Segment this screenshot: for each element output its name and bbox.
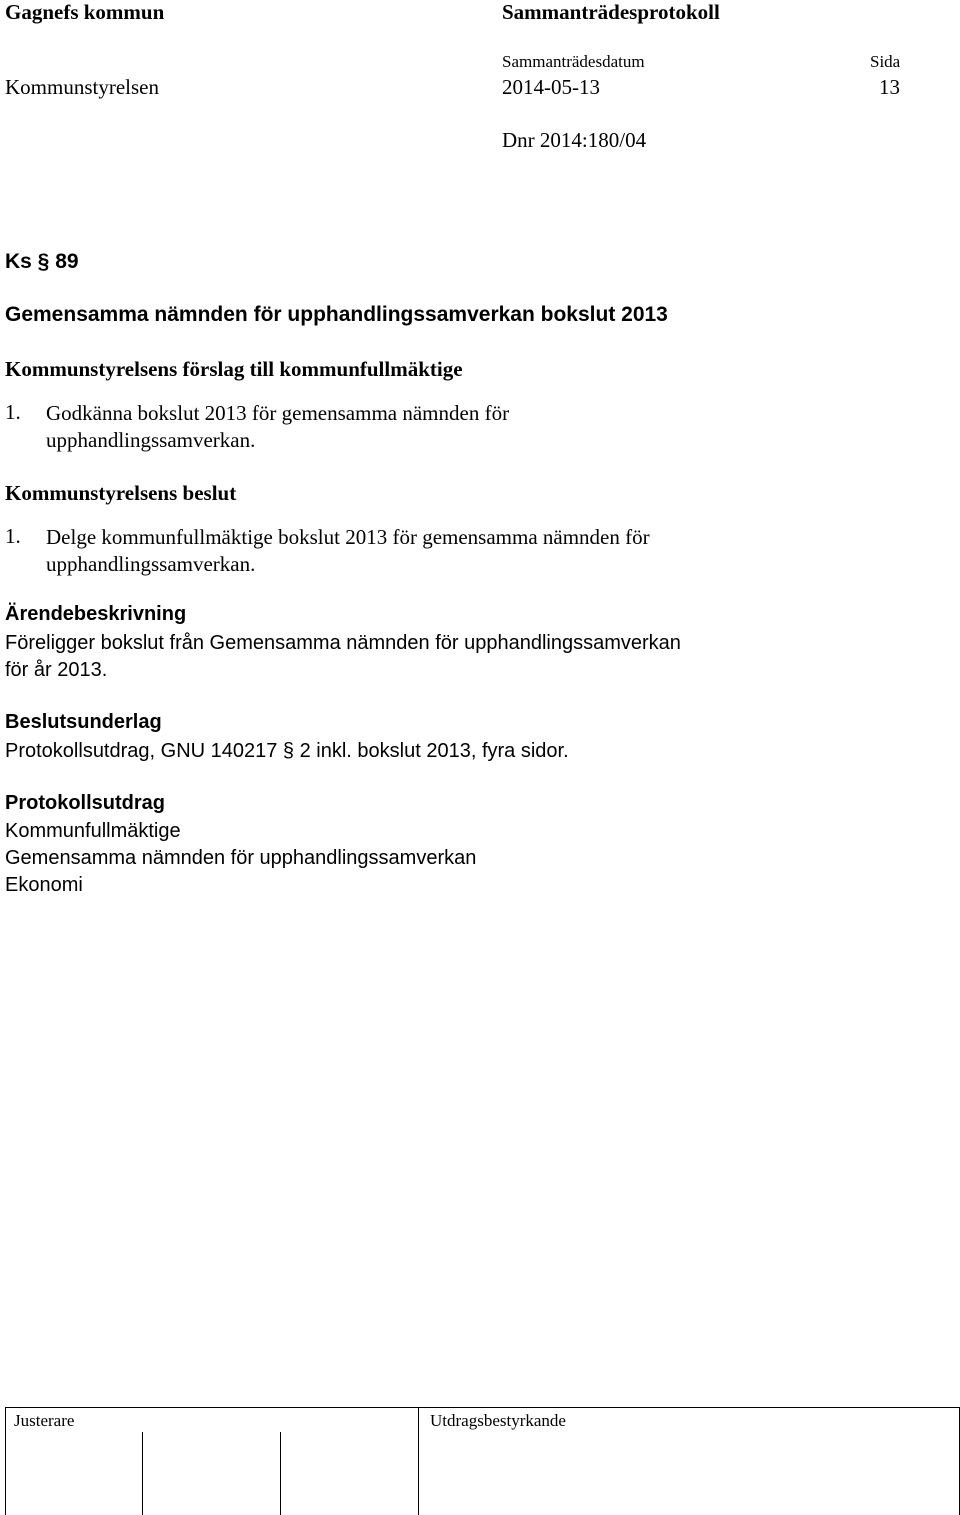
proposal-item-line: upphandlingssamverkan. [46, 428, 256, 452]
registration-number: Dnr 2014:180/04 [502, 128, 647, 152]
decision-item-line: upphandlingssamverkan. [46, 552, 256, 576]
description-text [5, 630, 681, 684]
signature-table-divider [418, 1407, 419, 1515]
decision-heading: Kommunstyrelsens beslut [5, 481, 237, 505]
item-title: Gemensamma nämnden för upphandlingssamverkan bokslut 2013 [5, 303, 668, 326]
decision-item [46, 524, 650, 578]
proposal-item [46, 400, 509, 454]
description-heading: Ärendebeskrivning [5, 603, 187, 625]
signature-table-left-border [5, 1407, 6, 1515]
basis-text: Protokollsutdrag, GNU 140217 § 2 inkl. bokslut 2013, fyra sidor. [5, 740, 569, 762]
proposal-item-number: 1. [5, 400, 21, 424]
extract-recipient: Ekonomi [5, 874, 83, 896]
signature-box-divider [142, 1432, 143, 1515]
signature-table-border [5, 1407, 960, 1408]
document-type: Sammanträdesprotokoll [502, 0, 720, 24]
page-number: 13 [879, 75, 900, 99]
extract-recipient: Kommunfullmäktige [5, 820, 181, 842]
page-label: Sida [870, 52, 901, 71]
meeting-date-label: Sammanträdesdatum [502, 52, 645, 71]
basis-heading: Beslutsunderlag [5, 711, 162, 733]
organization-name: Gagnefs kommun [5, 0, 165, 24]
adjuster-label: Justerare [14, 1411, 75, 1430]
signature-box-divider [280, 1432, 281, 1515]
extract-heading: Protokollsutdrag [5, 792, 166, 814]
extract-recipient: Gemensamma nämnden för upphandlingssamverkan [5, 847, 477, 869]
description-line: Föreligger bokslut från Gemensamma nämnden för upphandlingssamverkan [5, 632, 681, 654]
extract-recipient-list [5, 818, 476, 899]
certification-label: Utdragsbestyrkande [430, 1411, 566, 1430]
meeting-date: 2014-05-13 [502, 75, 600, 99]
paragraph-number: Ks § 89 [5, 250, 79, 273]
proposal-heading: Kommunstyrelsens förslag till kommunfullmäktige [5, 357, 463, 381]
decision-item-number: 1. [5, 524, 21, 548]
proposal-item-line: Godkänna bokslut 2013 för gemensamma nämnden för [46, 401, 510, 425]
description-line: för år 2013. [5, 659, 108, 681]
decision-item-line: Delge kommunfullmäktige bokslut 2013 för gemensamma nämnden för [46, 525, 650, 549]
committee-name: Kommunstyrelsen [5, 75, 159, 99]
